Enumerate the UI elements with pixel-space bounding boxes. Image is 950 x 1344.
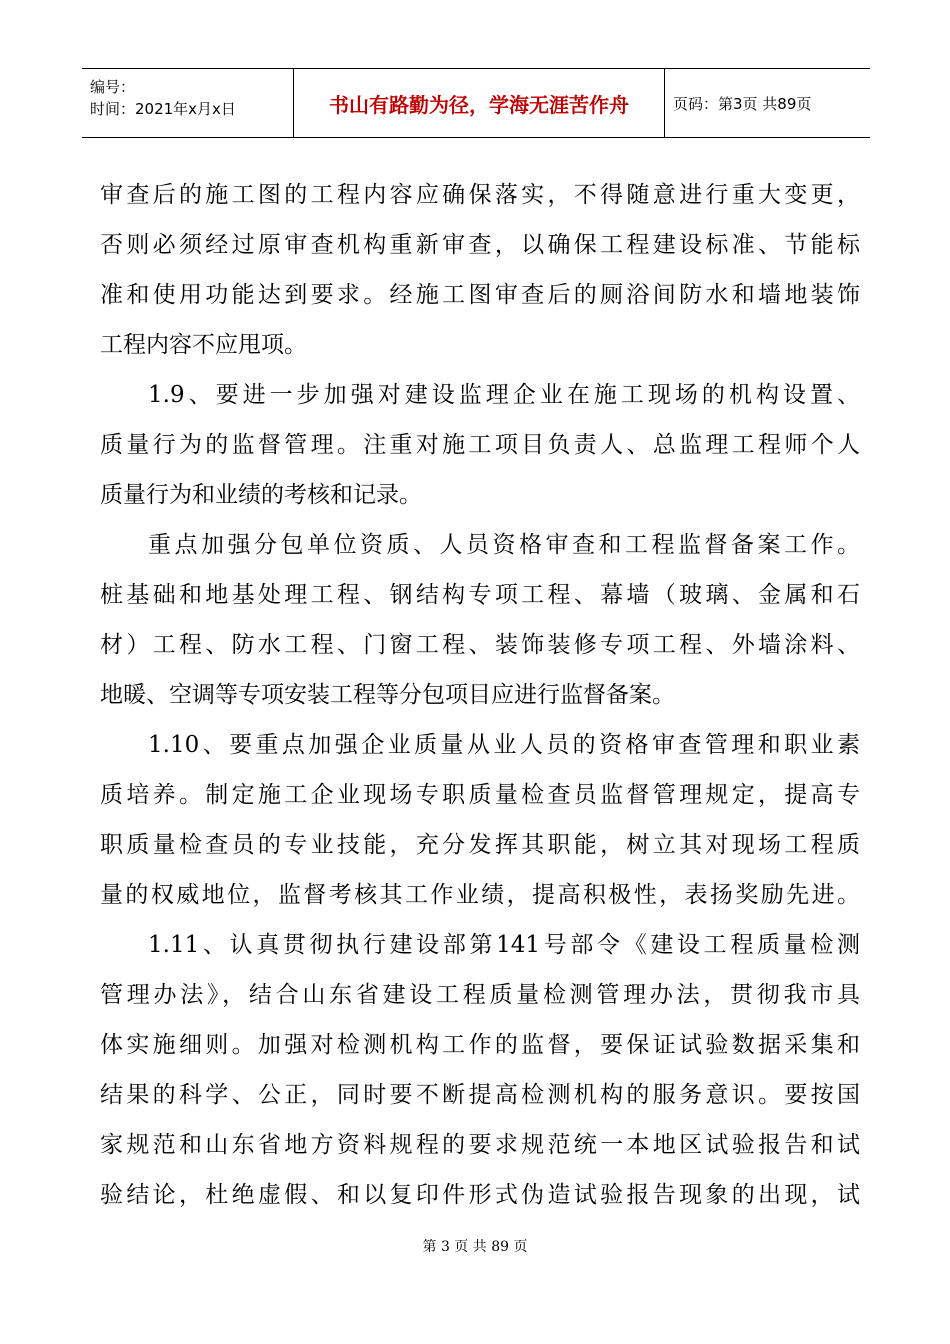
text-line: 家规范和山东省地方资料规程的要求规范统一本地区试验报告和试 <box>100 1132 860 1158</box>
text-line: 体实施细则。加强对检测机构工作的监督，要保证试验数据采集和 <box>100 1032 860 1058</box>
text-line: 质量行为的监督管理。注重对施工项目负责人、总监理工程师个人 <box>100 432 860 458</box>
text-line: 工程内容不应甩项。 <box>100 332 307 358</box>
text-line: 质量行为和业绩的考核和记录。 <box>100 482 422 508</box>
page-footer: 第 3 页 共 89 页 <box>422 1239 528 1255</box>
text-line: 量的权威地位，监督考核其工作业绩，提高积极性，表扬奖励先进。 <box>100 882 860 908</box>
text-line: 结果的科学、公正，同时要不断提高检测机构的服务意识。要按国 <box>100 1082 860 1108</box>
text-line: 桩基础和地基处理工程、钢结构专项工程、幕墙（玻璃、金属和石 <box>100 582 860 608</box>
doc-time-label: 时间：2021年x月x日 <box>90 100 236 118</box>
doc-number-label: 编号： <box>90 78 136 96</box>
text-line: 质培养。制定施工企业现场专职质量检查员监督管理规定，提高专 <box>100 782 860 808</box>
text-line: 重点加强分包单位资质、人员资格审查和工程监督备案工作。 <box>148 532 860 558</box>
text-line: 1.9、要进一步加强对建设监理企业在施工现场的机构设置、 <box>148 382 860 408</box>
text-line: 准和使用功能达到要求。经施工图审查后的厕浴间防水和墙地装饰 <box>100 282 860 308</box>
header-motto: 书山有路勤为径，学海无涯苦作舟 <box>294 69 665 137</box>
page-header <box>82 68 870 138</box>
text-line: 1.11、认真贯彻执行建设部第141号部令《建设工程质量检测 <box>148 932 860 958</box>
paragraph <box>100 920 860 1220</box>
paragraph <box>100 370 860 520</box>
header-meta <box>82 69 294 137</box>
paragraph <box>100 170 860 370</box>
text-line: 职质量检查员的专业技能，充分发挥其职能，树立其对现场工程质 <box>100 832 860 858</box>
document-body <box>100 170 860 1220</box>
text-line: 地暖、空调等专项安装工程等分包项目应进行监督备案。 <box>100 682 675 708</box>
text-line: 审查后的施工图的工程内容应确保落实，不得随意进行重大变更， <box>100 182 860 208</box>
text-line: 验结论，杜绝虚假、和以复印件形式伪造试验报告现象的出现，试 <box>100 1182 860 1208</box>
paragraph <box>100 720 860 920</box>
text-line: 材）工程、防水工程、门窗工程、装饰装修专项工程、外墙涂料、 <box>100 632 860 658</box>
text-line: 1.10、要重点加强企业质量从业人员的资格审查管理和职业素 <box>148 732 860 758</box>
paragraph <box>100 520 860 720</box>
text-line: 否则必须经过原审查机构重新审查，以确保工程建设标准、节能标 <box>100 232 860 258</box>
text-line: 管理办法》，结合山东省建设工程质量检测管理办法，贯彻我市具 <box>100 982 860 1008</box>
header-page-info: 页码：第3页 共89页 <box>673 94 812 113</box>
